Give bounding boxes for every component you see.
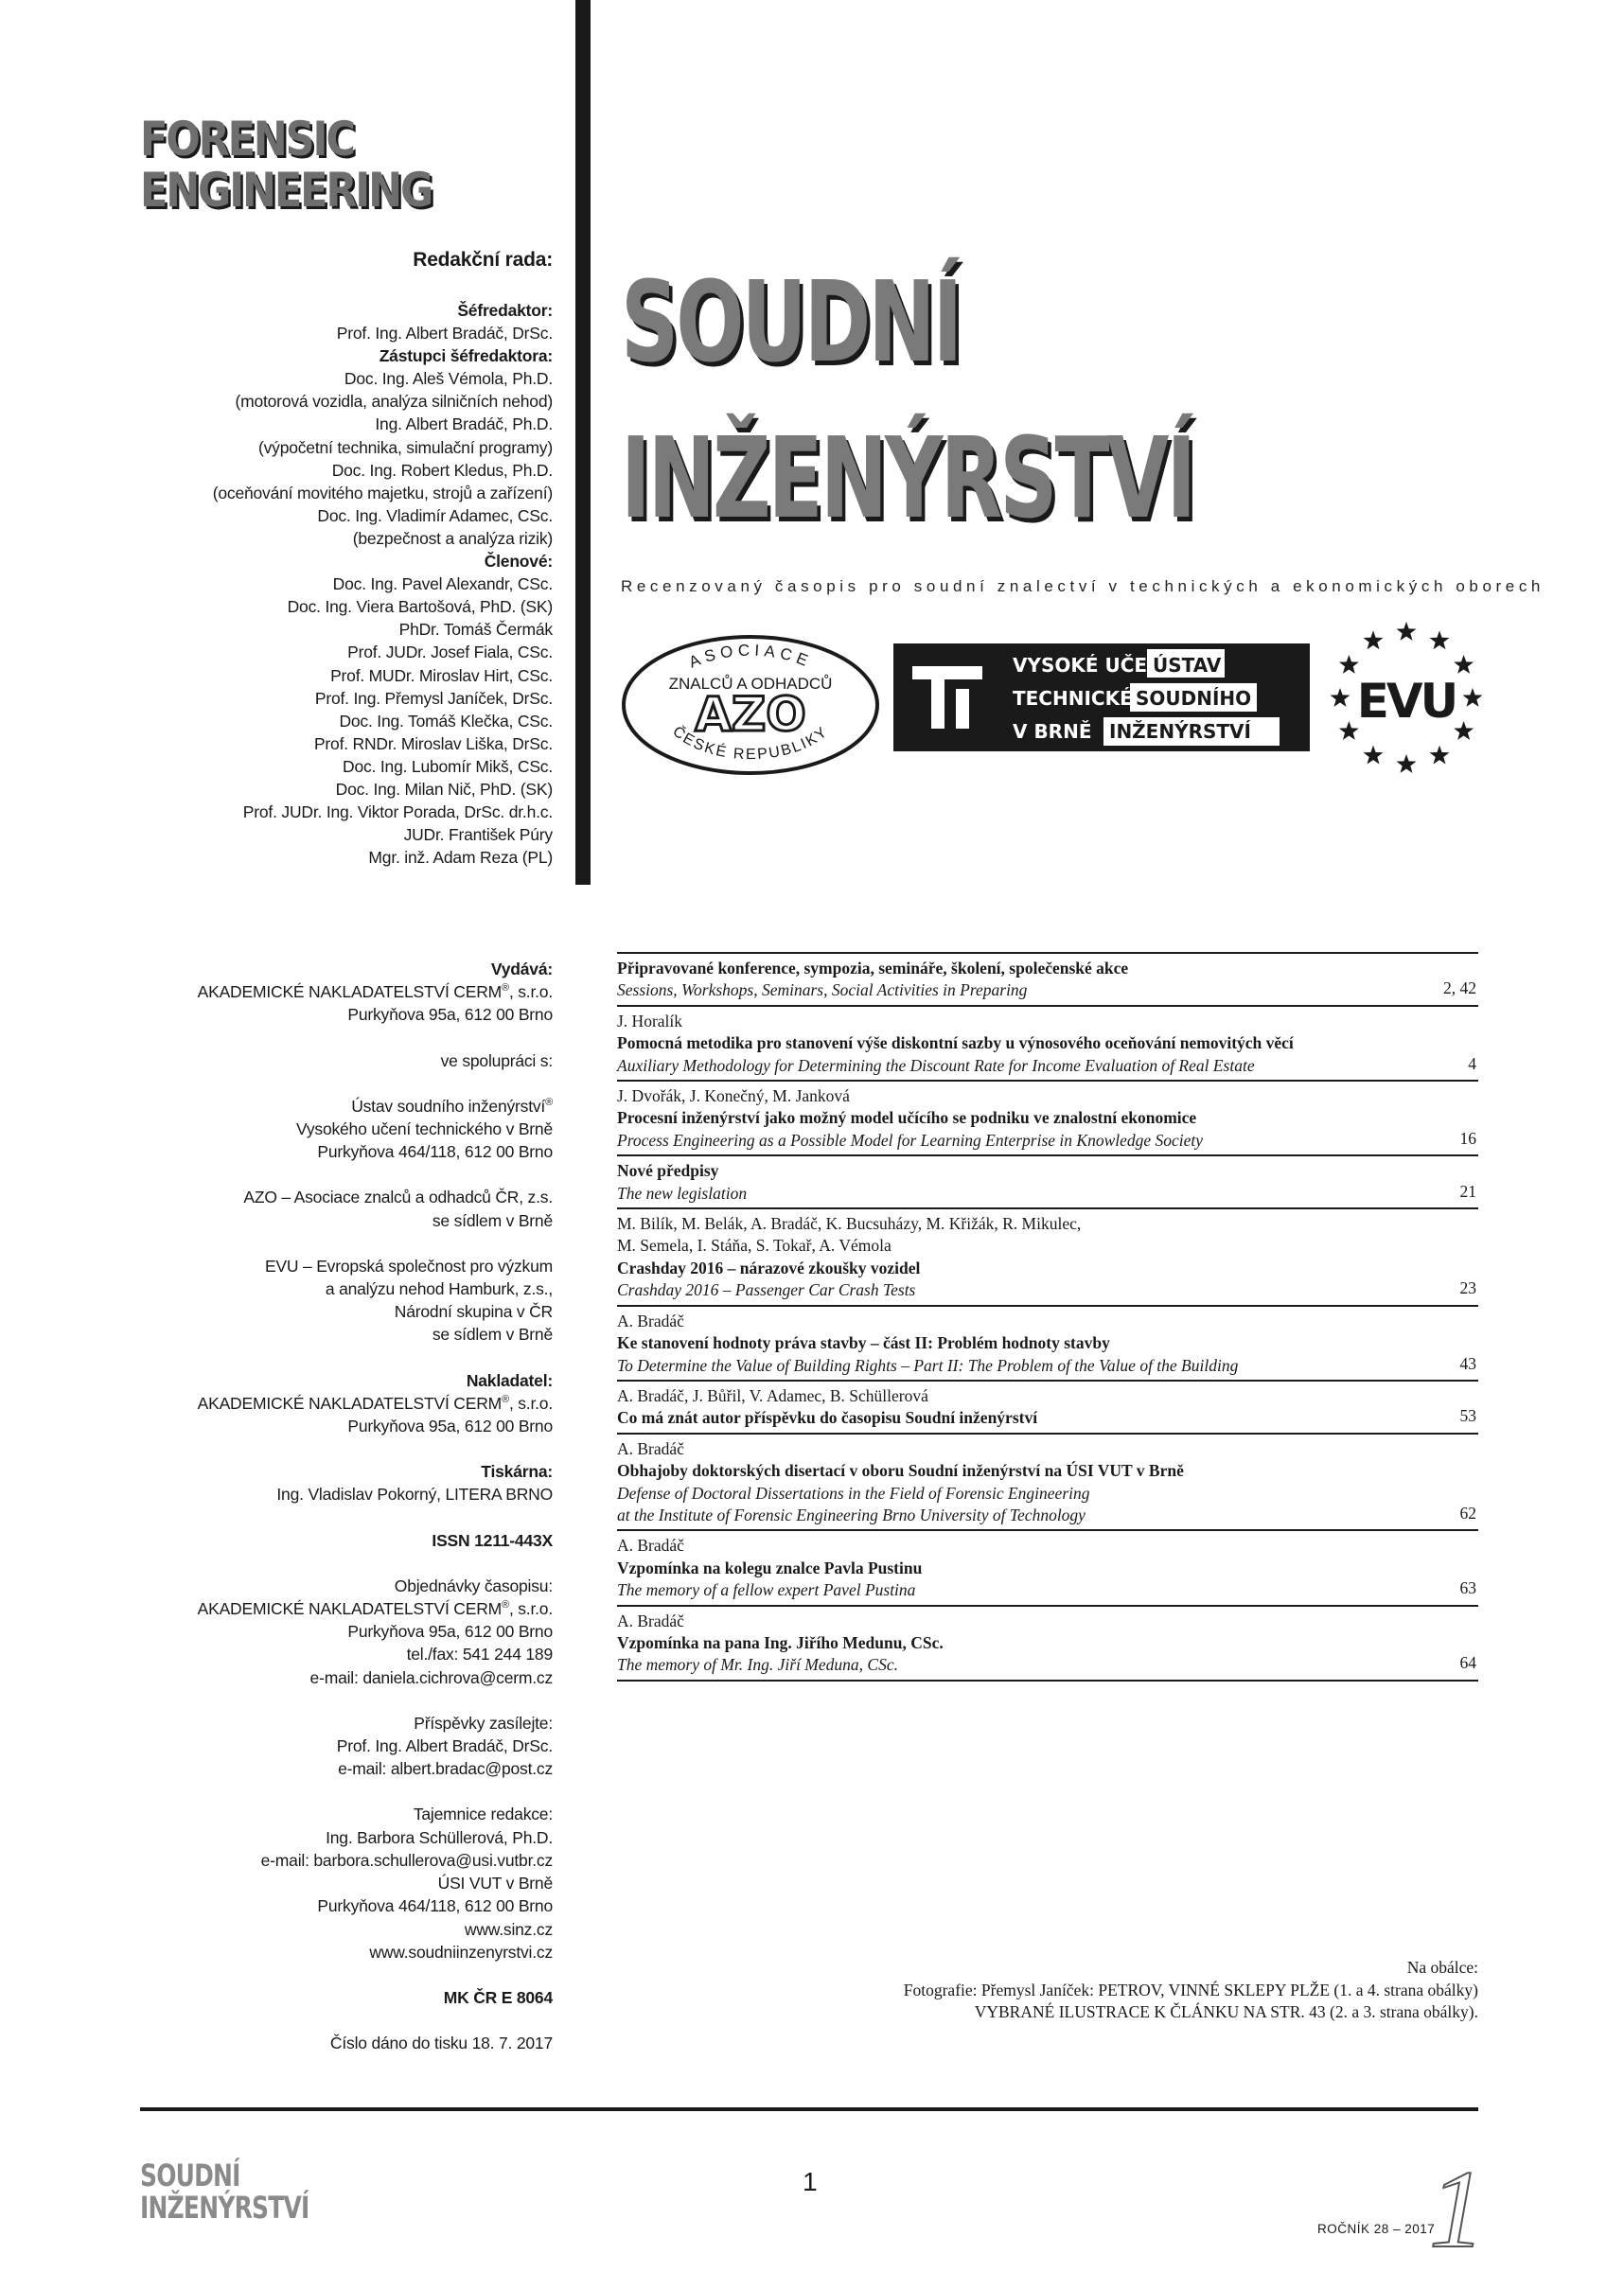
masthead-line1: SOUDNÍ <box>621 256 961 387</box>
toc-entry <box>617 1529 1478 1604</box>
azo-middle-text: ZNALCŮ A ODHADCŮ <box>668 675 833 693</box>
azo-big-text: AZO <box>695 687 806 742</box>
toc-english-title: The memory of a fellow expert Pavel Pustina <box>617 1580 916 1600</box>
azo-top-text: ASOCIACE <box>686 641 815 672</box>
toc-title: Pomocná metodika pro stanovení výše diskontní sazby u výnosového oceňování nemovitých věcí <box>617 1033 1294 1053</box>
contributions-name: Prof. Ing. Albert Bradáč, DrSc. <box>336 1736 553 1756</box>
evu-star-icon <box>1397 754 1417 773</box>
table-of-contents <box>617 952 1478 1682</box>
board-member: Doc. Ing. Aleš Vémola, Ph.D. <box>344 369 553 389</box>
toc-entry <box>617 1005 1478 1080</box>
evu-star-icon <box>1454 655 1474 674</box>
cooperation-label: ve spolupráci s: <box>440 1050 553 1070</box>
toc-entry <box>617 1305 1478 1380</box>
toc-title: Procesní inženýrství jako možný model učícího se podniku ve znalostní ekonomice <box>617 1108 1197 1128</box>
evu-star-icon <box>1339 721 1359 740</box>
publisher-info <box>61 958 553 2054</box>
evu-star-icon <box>1331 688 1350 707</box>
board-member: (oceňování movitého majetku, strojů a zařízení) <box>212 483 553 502</box>
board-member: Doc. Ing. Pavel Alexandr, CSc. <box>332 574 553 594</box>
toc-entry <box>617 1433 1478 1530</box>
publisher-heading: Vydává: <box>490 960 553 978</box>
toc-entry <box>617 952 1478 1005</box>
toc-authors: A. Bradáč <box>617 1611 684 1630</box>
evu-star-icon <box>1339 655 1359 674</box>
toc-title: Vzpomínka na pana Ing. Jiřího Medunu, CSc. <box>617 1632 944 1652</box>
toc-entry <box>617 1080 1478 1154</box>
toc-english-title: Defense of Doctoral Dissertations in the Field of Forensic Engineering <box>617 1483 1090 1503</box>
toc-english-title: Sessions, Workshops, Seminars, Social Activities in Preparing <box>617 980 1028 1000</box>
cover-note-photo: Fotografie: Přemysl Janíček: PETROV, VINNÉ SKLEPY PLŽE (1. a 4. strana obálky) <box>903 1980 1478 1999</box>
masthead-line2: INŽENÝRSTVÍ <box>621 413 1194 543</box>
vut-text-right-1: ÚSTAV <box>1153 654 1222 677</box>
board-member: Mgr. inž. Adam Reza (PL) <box>368 848 553 868</box>
azo-seat: se sídlem v Brně <box>432 1210 553 1230</box>
board-heading: Redakční rada: <box>413 249 553 271</box>
board-role-heading: Šéfredaktor: <box>457 301 553 320</box>
toc-english-title: Process Engineering as a Possible Model for Learning Enterprise in Knowledge Society <box>617 1130 1204 1150</box>
board-member: Prof. Ing. Albert Bradáč, DrSc. <box>336 324 553 343</box>
publisher-name: AKADEMICKÉ NAKLADATELSTVÍ CERM®, s.r.o. <box>197 982 553 1002</box>
toc-english-title: at the Institute of Forensic Engineering Brno University of Technology <box>617 1505 1086 1524</box>
footer-rule <box>140 2107 1478 2111</box>
toc-english-title: The new legislation <box>617 1183 748 1203</box>
evu-name-2: a analýzu nehod Hamburk, z.s., <box>325 1279 553 1299</box>
volume-year: ROČNÍK 28 – 2017 <box>1317 2222 1436 2236</box>
board-member: Ing. Albert Bradáč, Ph.D. <box>375 414 553 434</box>
usi-address: Purkyňova 464/118, 612 00 Brno <box>317 1142 553 1162</box>
cover-note-illustrations: VYBRANÉ ILUSTRACE K ČLÁNKU NA STR. 43 (2. a 3. strana obálky). <box>974 2002 1478 2021</box>
toc-english-title: Crashday 2016 – Passenger Car Crash Tests <box>617 1280 916 1300</box>
printer-name: Ing. Vladislav Pokorný, LITERA BRNO <box>276 1485 553 1505</box>
toc-english-title: The memory of Mr. Ing. Jiří Meduna, CSc. <box>617 1655 898 1675</box>
evu-name-3: Národní skupina v ČR <box>394 1302 553 1322</box>
secretary-heading: Tajemnice redakce: <box>413 1805 553 1824</box>
website-2: www.soudniinzenyrstvi.cz <box>369 1942 553 1962</box>
toc-page-number: 63 <box>1459 1578 1476 1598</box>
board-member: Doc. Ing. Tomáš Klečka, CSc. <box>339 711 553 731</box>
issue-number: 1 <box>1429 2147 1485 2271</box>
toc-authors: J. Horalík <box>617 1011 683 1030</box>
toc-page-number: 23 <box>1459 1278 1476 1298</box>
evu-text: EVU <box>1356 674 1456 729</box>
board-member: Doc. Ing. Milan Nič, PhD. (SK) <box>335 779 553 799</box>
issn: ISSN 1211-443X <box>432 1530 553 1550</box>
toc-english-title: To Determine the Value of Building Rights – Part II: The Problem of the Value of the Building <box>617 1355 1239 1375</box>
cover-note-heading: Na obálce: <box>1406 1958 1478 1977</box>
evu-seat: se sídlem v Brně <box>432 1325 553 1345</box>
evu-star-icon <box>1463 688 1483 707</box>
board-member: Doc. Ing. Lubomír Mikš, CSc. <box>343 756 553 776</box>
orders-heading: Objednávky časopisu: <box>394 1576 553 1595</box>
toc-authors: J. Dvořák, J. Konečný, M. Janková <box>617 1086 850 1106</box>
footer-logo-line2: INŽENÝRSTVÍ <box>140 2190 309 2226</box>
board-member: Prof. MUDr. Miroslav Hirt, CSc. <box>330 665 553 685</box>
page-number: 1 <box>803 2167 818 2196</box>
toc-title: Ke stanovení hodnoty práva stavby – část II: Problém hodnoty stavby <box>617 1333 1110 1353</box>
azo-bottom-text: ČESKÉ REPUBLIKY <box>669 723 832 764</box>
board-member: Prof. JUDr. Ing. Viktor Porada, DrSc. dr.h.c. <box>242 802 553 822</box>
footer-logo-line1: SOUDNÍ <box>140 2158 240 2193</box>
evu-star-icon <box>1364 630 1384 649</box>
toc-title: Připravované konference, sympozia, semináře, školení, společenské akce <box>617 959 1129 977</box>
board-member: (motorová vozidla, analýza silničních nehod) <box>235 392 553 412</box>
toc-english-title: Auxiliary Methodology for Determining the Discount Rate for Income Evaluation of Real Estate <box>617 1055 1255 1075</box>
print-date: Číslo dáno do tisku 18. 7. 2017 <box>329 2034 553 2053</box>
toc-page-number: 62 <box>1459 1503 1476 1523</box>
board-member: (bezpečnost a analýza rizik) <box>352 528 553 548</box>
toc-title: Nové předpisy <box>617 1161 719 1181</box>
printer-heading: Tiskárna: <box>481 1462 553 1482</box>
journal-subtitle: Recenzovaný časopis pro soudní znalectví v technických a ekonomických oborech <box>621 577 1545 595</box>
evu-star-icon <box>1430 630 1450 649</box>
azo-logo <box>619 632 882 778</box>
azo-name: AZO – Asociace znalců a odhadců ČR, z.s. <box>243 1188 553 1207</box>
toc-authors: M. Semela, I. Stáňa, S. Tokař, A. Vémola <box>617 1236 891 1256</box>
toc-entry <box>617 1605 1478 1682</box>
evu-star-icon <box>1364 746 1384 765</box>
toc-authors: A. Bradáč, J. Bůřil, V. Adamec, B. Schüllerová <box>617 1385 928 1405</box>
vertical-divider <box>575 0 591 885</box>
vut-text-right-2: SOUDNÍHO <box>1136 687 1252 710</box>
nakladatel-name: AKADEMICKÉ NAKLADATELSTVÍ CERM®, s.r.o. <box>197 1393 553 1413</box>
orders-address: Purkyňova 95a, 612 00 Brno <box>347 1622 553 1642</box>
secretary-name: Ing. Barbora Schüllerová, Ph.D. <box>326 1827 553 1847</box>
orders-name: AKADEMICKÉ NAKLADATELSTVÍ CERM®, s.r.o. <box>197 1599 553 1619</box>
cover-note <box>904 1957 1478 2024</box>
toc-title: Co má znát autor příspěvku do časopisu Soudní inženýrství <box>617 1408 1038 1428</box>
vut-logo <box>893 643 1310 756</box>
toc-page-number: 43 <box>1459 1353 1476 1373</box>
forensic-title-line1: FORENSIC <box>140 112 354 167</box>
toc-authors: A. Bradáč <box>617 1311 684 1330</box>
toc-page-number: 21 <box>1459 1181 1476 1201</box>
board-member: JUDr. František Púry <box>403 825 553 845</box>
toc-title: Vzpomínka na kolegu znalce Pavla Pustinu <box>617 1558 923 1577</box>
usi-name: Ústav soudního inženýrství® <box>351 1096 553 1116</box>
board-member: Doc. Ing. Viera Bartošová, PhD. (SK) <box>287 597 553 617</box>
usi-university: Vysokého učení technického v Brně <box>296 1119 553 1139</box>
board-member: Prof. JUDr. Josef Fiala, CSc. <box>347 643 553 662</box>
evu-star-icon <box>1430 746 1450 765</box>
toc-authors: M. Bilík, M. Belák, A. Bradáč, K. Bucsuházy, M. Křižák, R. Mikulec, <box>617 1214 1082 1234</box>
toc-entry <box>617 1207 1478 1305</box>
editorial-board <box>61 248 553 869</box>
toc-title: Obhajoby doktorských disertací v oboru Soudní inženýrství na ÚSI VUT v Brně <box>617 1461 1184 1481</box>
board-role-heading: Členové: <box>484 552 553 572</box>
secretary-address: Purkyňova 464/118, 612 00 Brno <box>317 1896 553 1916</box>
svg-text:ASOCIACE <box>686 642 815 672</box>
toc-page-number: 53 <box>1459 1406 1476 1426</box>
vut-text-left-1: VYSOKÉ UČENÍ <box>1013 654 1171 677</box>
website-1: www.sinz.cz <box>464 1919 553 1939</box>
contributions-heading: Příspěvky zasílejte: <box>414 1713 553 1733</box>
toc-page-number: 16 <box>1459 1128 1476 1148</box>
nakladatel-address: Purkyňova 95a, 612 00 Brno <box>347 1417 553 1436</box>
registration-number: MK ČR E 8064 <box>443 1987 553 2007</box>
nakladatel-heading: Nakladatel: <box>466 1370 553 1390</box>
secretary-email: e-mail: barbora.schullerova@usi.vutbr.cz <box>260 1850 553 1870</box>
evu-star-icon <box>1454 721 1474 740</box>
toc-authors: A. Bradáč <box>617 1438 684 1458</box>
toc-entry <box>617 1380 1478 1433</box>
contributions-email: e-mail: albert.bradac@post.cz <box>338 1759 553 1779</box>
evu-name-1: EVU – Evropská společnost pro výzkum <box>264 1256 553 1276</box>
secretary-org: ÚSI VUT v Brně <box>437 1874 553 1893</box>
vut-text-left-3: V BRNĚ <box>1013 720 1092 743</box>
publisher-address: Purkyňova 95a, 612 00 Brno <box>347 1005 553 1025</box>
evu-logo <box>1327 619 1486 778</box>
board-role-heading: Zástupci šéfredaktora: <box>379 346 553 366</box>
board-member: Prof. Ing. Přemysl Janíček, DrSc. <box>314 688 553 708</box>
toc-page-number: 2, 42 <box>1443 978 1476 998</box>
orders-email: e-mail: daniela.cichrova@cerm.cz <box>309 1667 553 1687</box>
vut-text-left-2: TECHNICKÉ <box>1013 687 1133 710</box>
forensic-title-line2: ENGINEERING <box>140 163 432 218</box>
vut-text-right-3: INŽENÝRSTVÍ <box>1109 720 1251 743</box>
orders-phone: tel./fax: 541 244 189 <box>406 1645 553 1664</box>
board-list <box>61 299 553 869</box>
board-member: PhDr. Tomáš Čermák <box>398 620 553 640</box>
evu-star-icon <box>1397 622 1417 641</box>
board-member: Prof. RNDr. Miroslav Liška, DrSc. <box>313 733 553 753</box>
toc-authors: A. Bradáč <box>617 1536 684 1556</box>
board-member: (výpočetní technika, simulační programy) <box>257 437 553 457</box>
toc-page-number: 4 <box>1468 1053 1476 1073</box>
board-member: Doc. Ing. Robert Kledus, Ph.D. <box>331 460 553 480</box>
board-member: Doc. Ing. Vladimír Adamec, CSc. <box>317 505 553 525</box>
toc-title: Crashday 2016 – nárazové zkoušky vozidel <box>617 1258 921 1277</box>
toc-entry <box>617 1154 1478 1207</box>
toc-page-number: 64 <box>1459 1653 1476 1673</box>
